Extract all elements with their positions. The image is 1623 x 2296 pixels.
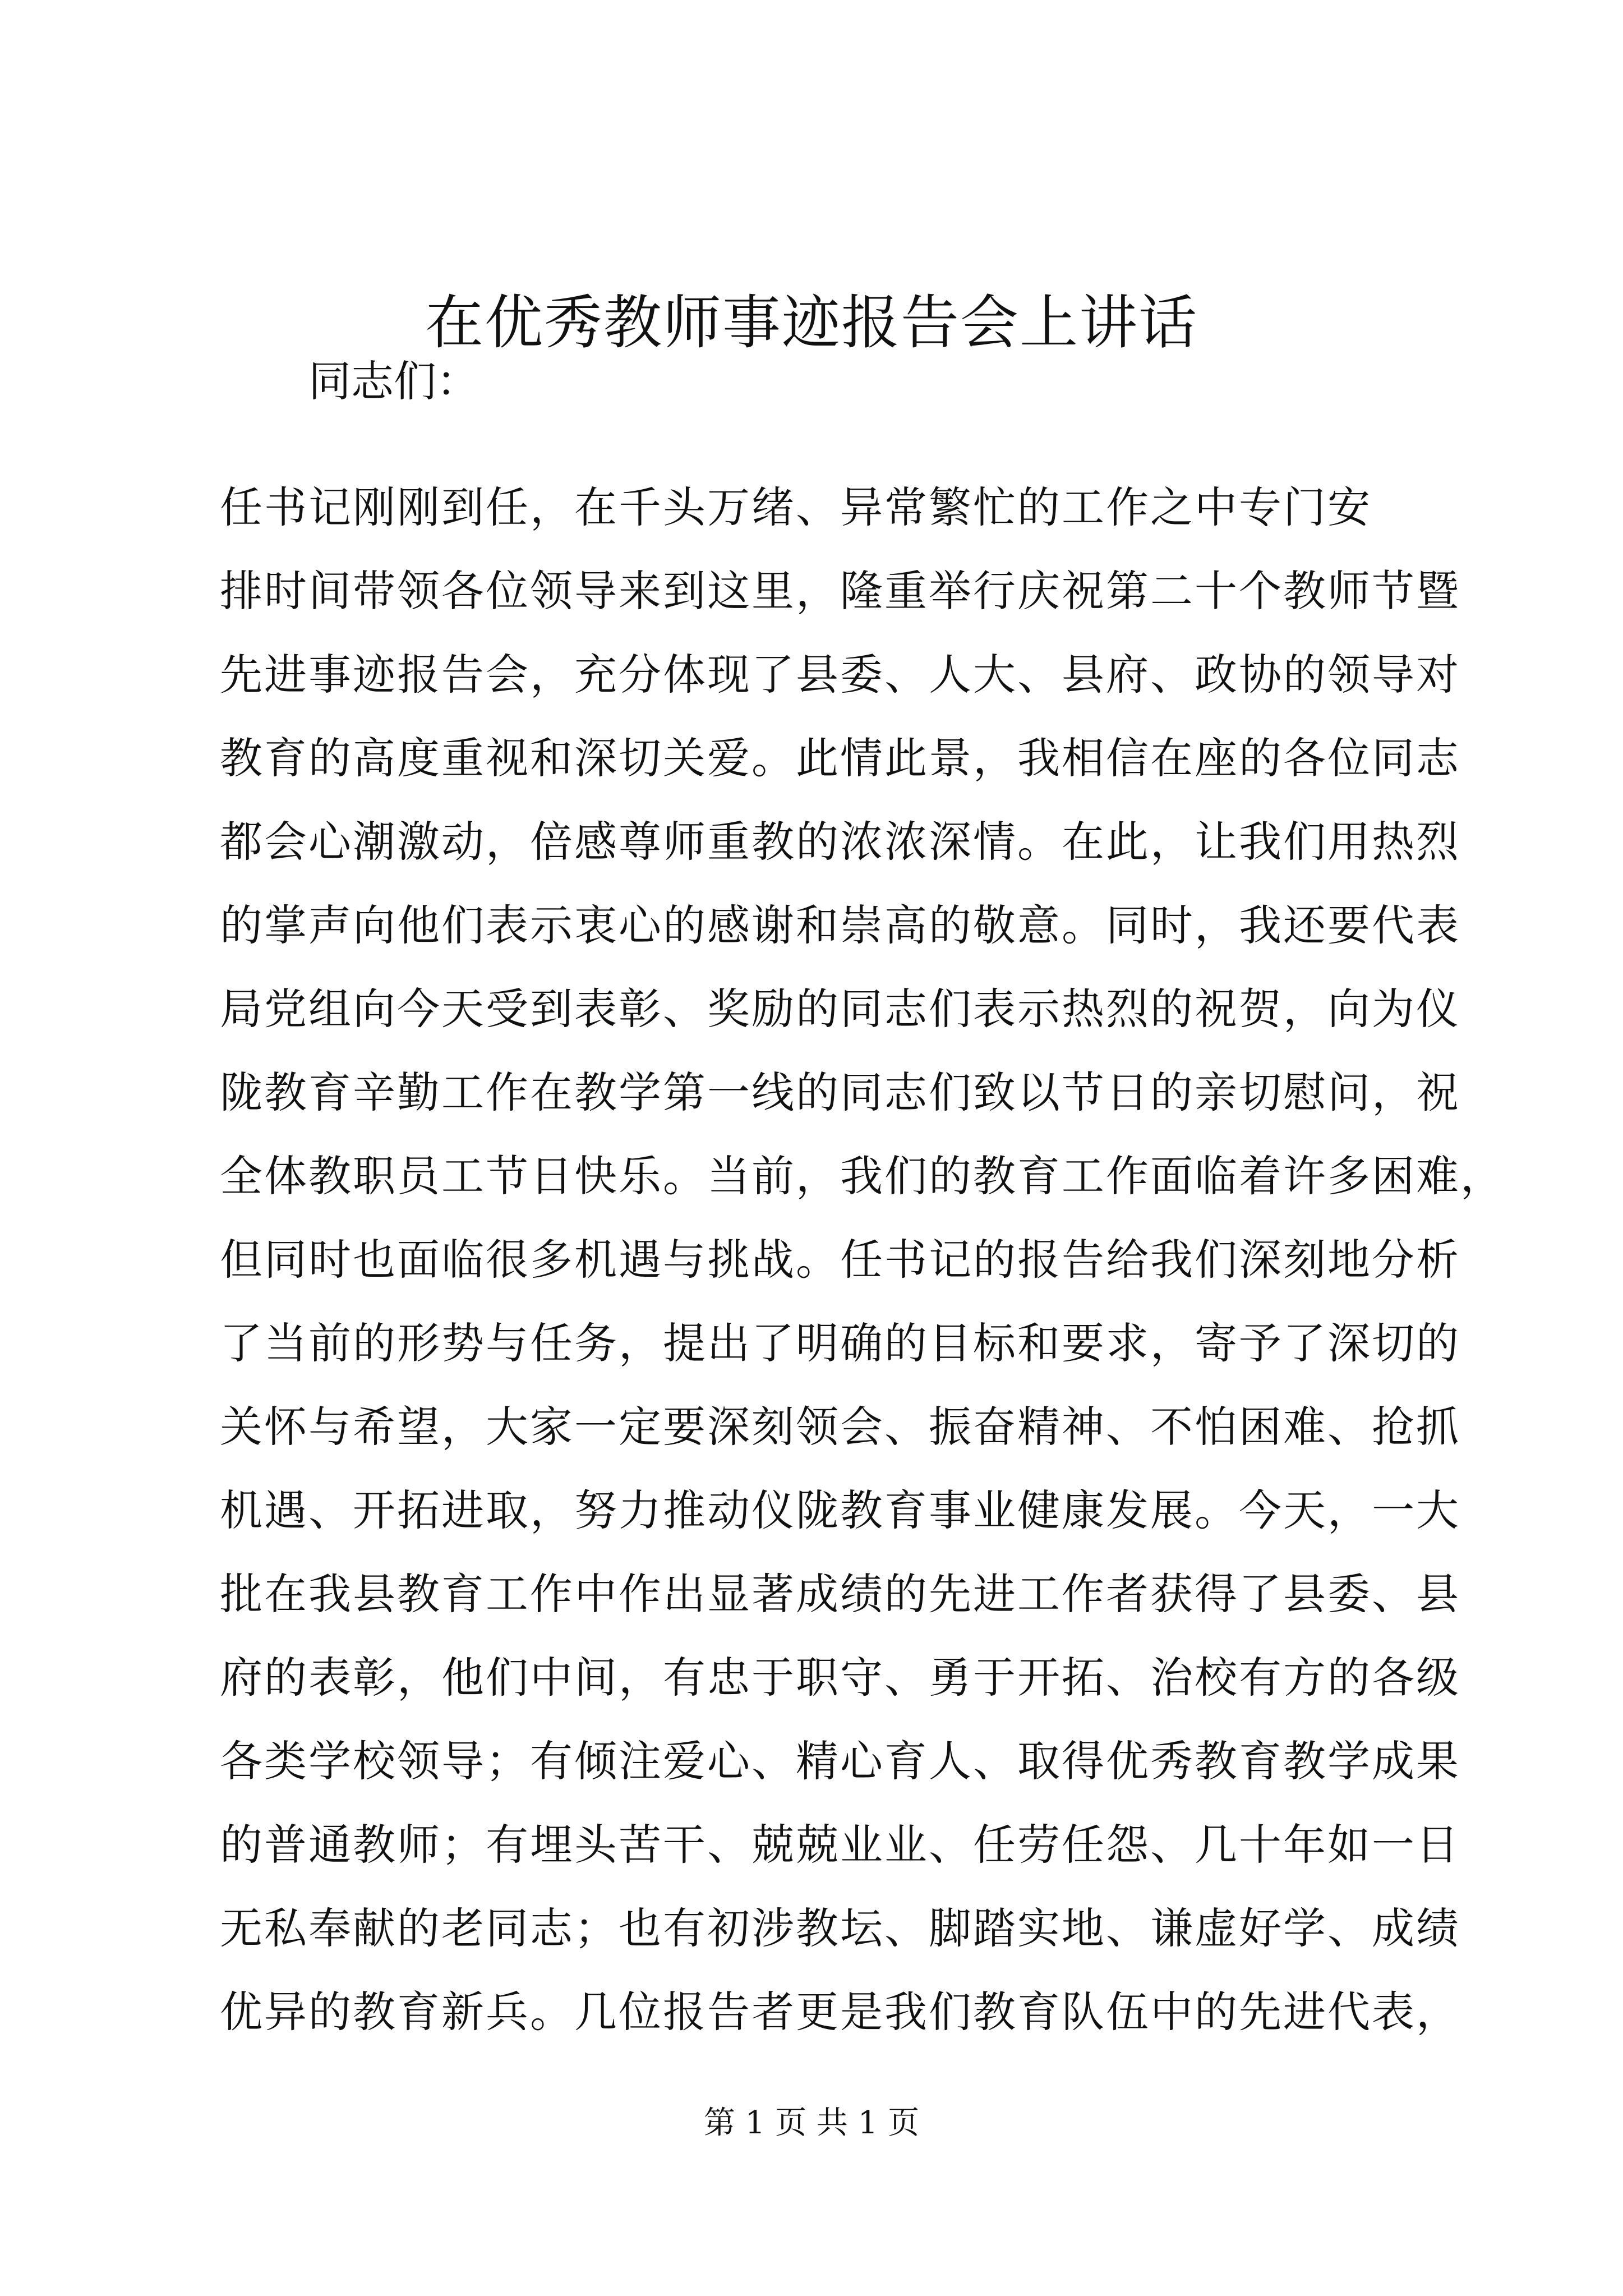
body-line: 优异的教育新兵。几位报告者更是我们教育队伍中的先进代表， xyxy=(220,1987,1460,2037)
body-line: 府的表彰，他们中间，有忠于职守、勇于开拓、治校有方的各级 xyxy=(220,1653,1460,1703)
body-line: 陇教育辛勤工作在教学第一线的同志们致以节日的亲切慰问，祝 xyxy=(220,1068,1460,1117)
body-paragraph xyxy=(220,466,1505,2054)
body-line: 教育的高度重视和深切关爱。此情此景，我相信在座的各位同志 xyxy=(220,733,1460,783)
document-title: 在优秀教师事迹报告会上讲话 xyxy=(425,288,1198,357)
body-line: 关怀与希望，大家一定要深刻领会、振奋精神、不怕困难、抢抓 xyxy=(220,1402,1460,1452)
salutation: 同志们： xyxy=(308,356,479,406)
body-line: 先进事迹报告会，充分体现了县委、人大、县府、政协的领导对 xyxy=(220,650,1460,700)
body-line: 批在我县教育工作中作出显著成绩的先进工作者获得了县委、县 xyxy=(220,1569,1460,1619)
body-line: 但同时也面临很多机遇与挑战。任书记的报告给我们深刻地分析 xyxy=(220,1235,1460,1285)
body-line: 都会心潮激动，倍感尊师重教的浓浓深情。在此，让我们用热烈 xyxy=(220,817,1460,867)
body-line: 各类学校领导；有倾注爱心、精心育人、取得优秀教育教学成果 xyxy=(220,1736,1460,1786)
body-line: 任书记刚刚到任，在千头万绪、异常繁忙的工作之中专门安 xyxy=(220,482,1372,532)
page-footer: 第 1 页 共 1 页 xyxy=(703,2105,920,2141)
body-line: 全体教职员工节日快乐。当前，我们的教育工作面临着许多困难， xyxy=(220,1151,1505,1201)
body-line: 局党组向今天受到表彰、奖励的同志们表示热烈的祝贺，向为仪 xyxy=(220,984,1460,1034)
body-line: 的掌声向他们表示衷心的感谢和崇高的敬意。同时，我还要代表 xyxy=(220,900,1460,950)
body-line: 无私奉献的老同志；也有初涉教坛、脚踏实地、谦虚好学、成绩 xyxy=(220,1903,1460,1953)
body-line: 机遇、开拓进取，努力推动仪陇教育事业健康发展。今天，一大 xyxy=(220,1485,1460,1535)
body-line: 了当前的形势与任务，提出了明确的目标和要求，寄予了深切的 xyxy=(220,1318,1460,1368)
body-line: 排时间带领各位领导来到这里，隆重举行庆祝第二十个教师节暨 xyxy=(220,566,1460,616)
body-line: 的普通教师；有埋头苦干、兢兢业业、任劳任怨、几十年如一日 xyxy=(220,1820,1460,1870)
